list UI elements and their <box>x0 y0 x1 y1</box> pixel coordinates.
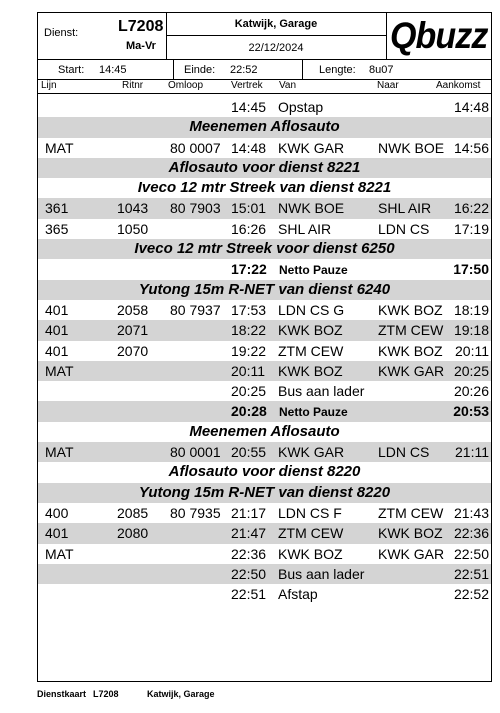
cell-lijn: 401 <box>45 322 69 339</box>
start-time: 14:45 <box>99 64 127 76</box>
cell-vertrek: 14:48 <box>231 139 267 156</box>
header-block <box>38 13 491 59</box>
col-van: Van <box>279 80 297 91</box>
cell-vertrek: 14:45 <box>231 99 267 115</box>
cell-vertrek: 21:47 <box>231 525 267 542</box>
cell-naar: SHL AIR <box>378 200 432 217</box>
divider <box>173 60 174 80</box>
section-title: Iveco 12 mtr Streek voor dienst 6250 <box>134 240 395 258</box>
cell-vertrek: 20:25 <box>231 383 267 400</box>
cell-aankomst: 20:26 <box>453 383 489 400</box>
cell-aankomst: 17:19 <box>453 220 489 237</box>
dienst-days: Ma-Vr <box>126 40 156 52</box>
dienst-label: Dienst: <box>44 27 79 39</box>
col-ritnr: Ritnr <box>122 80 144 91</box>
cell-naar: NWK BOE <box>378 139 445 156</box>
section-title: Meenemen Aflosauto <box>189 422 340 440</box>
cell-lijn: 361 <box>45 200 69 217</box>
cell-ritnr: 2071 <box>117 322 149 339</box>
section-title: Aflosauto voor dienst 8220 <box>168 463 361 481</box>
trip-row <box>38 97 491 117</box>
section-title: Aflosauto voor dienst 8221 <box>168 158 361 176</box>
einde-label: Einde: <box>184 64 216 76</box>
trip-row <box>38 381 491 401</box>
col-naar: Naar <box>377 80 399 91</box>
section-row <box>38 178 491 198</box>
divider <box>302 60 303 80</box>
cell-vertrek: 20:11 <box>231 362 265 379</box>
trip-row <box>38 361 491 381</box>
time-summary <box>38 60 491 80</box>
cell-van: LDN CS F <box>278 504 342 521</box>
header-divider <box>166 35 386 36</box>
pause-start: 17:22 <box>231 261 267 278</box>
cell-van: ZTM CEW <box>278 525 344 542</box>
footer-location: Katwijk, Garage <box>147 689 215 699</box>
cell-omloop: 80 7903 <box>170 200 221 217</box>
cell-aankomst: 21:11 <box>455 444 489 461</box>
section-row <box>38 483 491 503</box>
cell-naar: ZTM CEW <box>378 322 444 339</box>
cell-vertrek: 22:51 <box>231 586 267 603</box>
cell-aankomst: 14:56 <box>453 139 489 156</box>
col-omloop: Omloop <box>168 80 204 91</box>
trip-row <box>38 219 491 239</box>
col-aankomst: Aankomst <box>436 80 481 91</box>
cell-vertrek: 16:26 <box>231 220 267 237</box>
pause-row <box>38 401 491 421</box>
cell-van: LDN CS G <box>278 301 345 318</box>
footer-code: L7208 <box>93 689 119 699</box>
lengte-label: Lengte: <box>319 64 356 76</box>
trip-list <box>38 97 491 604</box>
duty-card <box>37 12 492 682</box>
trip-row <box>38 523 491 543</box>
cell-vertrek: 21:17 <box>231 504 267 521</box>
section-row <box>38 239 491 259</box>
trip-row <box>38 198 491 218</box>
trip-row <box>38 544 491 564</box>
cell-van: KWK GAR <box>278 444 345 461</box>
pause-label: Netto Pauze <box>279 405 348 420</box>
cell-van: KWK BOZ <box>278 545 343 562</box>
cell-ritnr: 2080 <box>117 525 149 542</box>
lengte-value: 8u07 <box>369 64 394 76</box>
pause-end: 20:53 <box>453 403 489 420</box>
cell-ritnr: 2085 <box>117 504 149 521</box>
cell-naar: KWK GAR <box>378 362 445 379</box>
duty-date: 22/12/2024 <box>248 42 304 54</box>
cell-aankomst: 20:25 <box>453 362 489 379</box>
cell-omloop: 80 0007 <box>170 139 221 156</box>
cell-aankomst: 22:50 <box>453 545 489 562</box>
cell-omloop: 80 7937 <box>170 301 221 318</box>
section-row <box>38 422 491 442</box>
depot-location: Katwijk, Garage <box>234 18 318 30</box>
trip-row <box>38 584 491 604</box>
pause-end: 17:50 <box>453 261 489 278</box>
cell-naar: KWK BOZ <box>378 301 443 318</box>
cell-naar: KWK BOZ <box>378 525 443 542</box>
cell-lijn: 400 <box>45 504 69 521</box>
cell-lijn: MAT <box>45 362 74 379</box>
header-divider <box>386 13 387 59</box>
trip-row <box>38 341 491 361</box>
cell-vertrek: 22:50 <box>231 565 267 582</box>
cell-aankomst: 22:52 <box>453 586 489 603</box>
trip-row <box>38 300 491 320</box>
cell-van: NWK BOE <box>278 200 345 217</box>
cell-vertrek: 15:01 <box>231 200 267 217</box>
pause-label: Netto Pauze <box>279 263 348 278</box>
cell-vertrek: 20:55 <box>231 444 267 461</box>
dienst-code: L7208 <box>118 18 164 35</box>
cell-lijn: MAT <box>45 444 74 461</box>
cell-naar: KWK GAR <box>378 545 445 562</box>
cell-naar: KWK BOZ <box>378 342 443 359</box>
cell-aankomst: 21:43 <box>453 504 489 521</box>
cell-van: ZTM CEW <box>278 342 344 359</box>
cell-aankomst: 18:19 <box>453 301 489 318</box>
cell-vertrek: 22:36 <box>231 545 267 562</box>
cell-naar: LDN CS <box>378 220 430 237</box>
cell-van: Afstap <box>278 586 318 603</box>
cell-aankomst: 16:22 <box>453 200 489 217</box>
section-row <box>38 462 491 482</box>
section-row <box>38 158 491 178</box>
divider <box>38 93 491 94</box>
section-title: Yutong 15m R-NET van dienst 8220 <box>138 483 391 501</box>
col-lijn: Lijn <box>41 80 57 91</box>
footer-label: Dienstkaart <box>37 689 87 699</box>
cell-vertrek: 18:22 <box>231 322 267 339</box>
trip-row <box>38 138 491 158</box>
section-row <box>38 280 491 300</box>
cell-van: SHL AIR <box>278 220 332 237</box>
cell-van: Bus aan lader <box>278 565 365 582</box>
cell-lijn: 401 <box>45 342 69 359</box>
cell-vertrek: 17:53 <box>231 301 267 318</box>
cell-van: KWK GAR <box>278 139 345 156</box>
cell-aankomst: 19:18 <box>453 322 489 339</box>
cell-van: Bus aan lader <box>278 383 365 400</box>
cell-van: KWK BOZ <box>278 362 343 379</box>
trip-row <box>38 503 491 523</box>
cell-lijn: 401 <box>45 525 69 542</box>
cell-aankomst: 22:36 <box>453 525 489 542</box>
section-title: Yutong 15m R-NET van dienst 6240 <box>138 280 391 298</box>
cell-ritnr: 1050 <box>117 220 149 237</box>
cell-naar: ZTM CEW <box>378 504 444 521</box>
cell-lijn: 365 <box>45 220 69 237</box>
pause-start: 20:28 <box>231 403 267 420</box>
cell-lijn: 401 <box>45 301 69 318</box>
trip-row <box>38 320 491 340</box>
section-title: Iveco 12 mtr Streek van dienst 8221 <box>137 179 392 197</box>
cell-naar: LDN CS <box>378 444 430 461</box>
cell-van: KWK BOZ <box>278 322 343 339</box>
cell-lijn: MAT <box>45 139 74 156</box>
cell-lijn: MAT <box>45 545 74 562</box>
cell-ritnr: 2070 <box>117 342 149 359</box>
section-title: Meenemen Aflosauto <box>189 118 340 136</box>
start-label: Start: <box>58 64 85 76</box>
cell-aankomst: 14:48 <box>453 99 489 115</box>
section-row <box>38 117 491 137</box>
einde-time: 22:52 <box>230 64 258 76</box>
cell-vertrek: 19:22 <box>231 342 267 359</box>
cell-ritnr: 2058 <box>117 301 149 318</box>
qbuzz-logo: Qbuzz <box>390 15 488 56</box>
cell-omloop: 80 7935 <box>170 504 221 521</box>
col-vertrek: Vertrek <box>231 80 263 91</box>
cell-aankomst: 20:11 <box>455 342 489 359</box>
cell-aankomst: 22:51 <box>453 565 489 582</box>
trip-row <box>38 442 491 462</box>
column-header <box>38 80 491 93</box>
pause-row <box>38 259 491 279</box>
cell-ritnr: 1043 <box>117 200 149 217</box>
cell-omloop: 80 0001 <box>170 444 221 461</box>
cell-van: Opstap <box>278 99 324 115</box>
trip-row <box>38 564 491 584</box>
